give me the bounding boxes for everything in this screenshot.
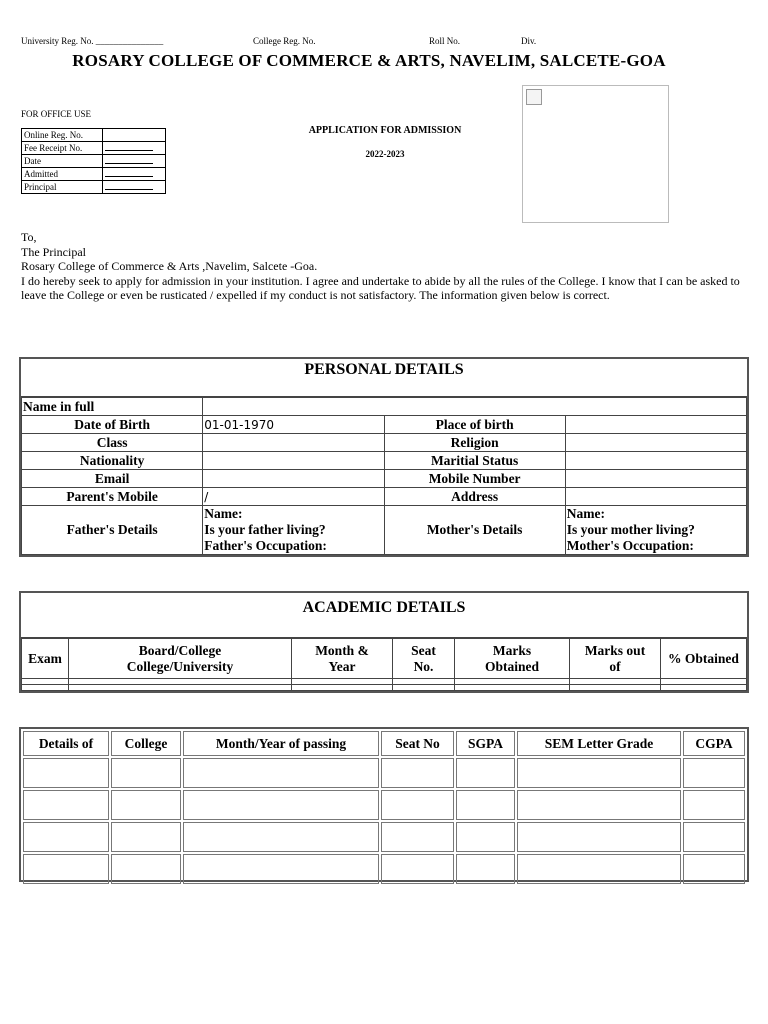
mother-occupation-label: Mother's Occupation:	[566, 538, 694, 553]
sem-cell[interactable]	[183, 822, 379, 852]
col-percent-obtained: % Obtained	[661, 639, 747, 679]
col-seat-line2: No.	[413, 658, 434, 674]
office-row-value	[103, 142, 166, 155]
col-details-of: Details of	[23, 731, 109, 756]
parent-mobile-field[interactable]: /	[203, 488, 384, 506]
semester-results-section	[19, 727, 749, 882]
col-marks-line2: Obtained	[484, 658, 539, 674]
academic-cell[interactable]	[393, 685, 455, 691]
sem-cell[interactable]	[683, 822, 745, 852]
academic-cell[interactable]	[661, 685, 747, 691]
mother-details-field[interactable]	[565, 506, 746, 555]
academic-cell[interactable]	[455, 685, 570, 691]
div-field: Div.	[521, 36, 537, 46]
table-row	[22, 488, 747, 506]
office-row	[22, 142, 166, 155]
table-row	[22, 639, 747, 679]
letter-address: Rosary College of Commerce & Arts ,Navelim, Salcete -Goa.	[21, 259, 318, 273]
sem-cell[interactable]	[183, 790, 379, 820]
father-details-field[interactable]	[203, 506, 384, 555]
table-row	[23, 758, 745, 788]
office-row-value	[103, 155, 166, 168]
application-letter	[21, 230, 745, 303]
col-cgpa: CGPA	[683, 731, 745, 756]
sem-cell[interactable]	[23, 854, 109, 884]
table-row	[22, 398, 747, 416]
col-sgpa: SGPA	[456, 731, 515, 756]
semester-results-table	[21, 729, 747, 886]
place-of-birth-field[interactable]	[565, 416, 746, 434]
sem-cell[interactable]	[683, 790, 745, 820]
class-field[interactable]	[203, 434, 384, 452]
office-row-label: Date	[22, 155, 103, 168]
sem-cell[interactable]	[456, 822, 515, 852]
col-board	[69, 639, 292, 679]
religion-field[interactable]	[565, 434, 746, 452]
academic-cell[interactable]	[22, 685, 69, 691]
personal-details-table	[21, 397, 747, 555]
mother-living-label: Is your mother living?	[566, 522, 695, 537]
office-row	[22, 155, 166, 168]
sem-cell[interactable]	[517, 758, 681, 788]
col-seat-line1: Seat	[411, 642, 436, 658]
table-row	[22, 506, 747, 555]
col-board-line2: College/University	[126, 658, 234, 674]
table-row	[23, 790, 745, 820]
dob-field[interactable]: 01-01-1970	[203, 416, 384, 434]
sem-cell[interactable]	[183, 854, 379, 884]
col-marks-obtained	[455, 639, 570, 679]
sem-cell[interactable]	[456, 854, 515, 884]
college-reg-field: College Reg. No.	[253, 36, 316, 46]
name-label: Name in full	[22, 398, 203, 416]
address-field[interactable]	[565, 488, 746, 506]
academic-cell[interactable]	[292, 685, 393, 691]
col-out-line1: Marks out	[584, 642, 646, 658]
office-row-label: Online Reg. No.	[22, 129, 103, 142]
sem-cell[interactable]	[381, 854, 454, 884]
letter-to: To,	[21, 230, 37, 244]
sem-cell[interactable]	[381, 822, 454, 852]
university-reg-field: University Reg. No. _______________	[21, 36, 164, 46]
table-row	[23, 822, 745, 852]
letter-body: I do hereby seek to apply for admission in your institution. I agree and undertake to abide by all the rules of the College. I know that I can be asked to leave the College or even be rusticated / expelled if my conduct is not satisfactory. The information given below is correct.	[21, 273, 740, 302]
sem-cell[interactable]	[381, 758, 454, 788]
col-marks-out-of	[570, 639, 661, 679]
col-month-year	[292, 639, 393, 679]
sem-cell[interactable]	[111, 758, 181, 788]
table-row	[22, 470, 747, 488]
mother-name-label: Name:	[566, 506, 605, 521]
table-row	[22, 452, 747, 470]
sem-cell[interactable]	[111, 854, 181, 884]
sem-cell[interactable]	[381, 790, 454, 820]
office-row-label: Principal	[22, 181, 103, 194]
col-seat-no: Seat No	[381, 731, 454, 756]
academic-details-section	[19, 591, 749, 693]
sem-cell[interactable]	[517, 854, 681, 884]
sem-cell[interactable]	[111, 790, 181, 820]
sem-cell[interactable]	[517, 822, 681, 852]
academic-year: 2022-2023	[365, 149, 405, 159]
address-label: Address	[384, 488, 565, 506]
office-use-table	[21, 128, 166, 194]
class-label: Class	[22, 434, 203, 452]
dob-label: Date of Birth	[22, 416, 203, 434]
father-occupation-label: Father's Occupation:	[204, 538, 327, 553]
nationality-field[interactable]	[203, 452, 384, 470]
office-row-label: Fee Receipt No.	[22, 142, 103, 155]
marital-status-field[interactable]	[565, 452, 746, 470]
email-label: Email	[22, 470, 203, 488]
office-row-value	[103, 129, 166, 142]
email-field[interactable]	[203, 470, 384, 488]
col-month-line2: Year	[328, 658, 356, 674]
name-field[interactable]	[203, 398, 747, 416]
col-month-year-passing: Month/Year of passing	[183, 731, 379, 756]
table-row	[23, 854, 745, 884]
roll-no-field: Roll No.	[429, 36, 461, 46]
office-use-label: FOR OFFICE USE	[21, 109, 92, 119]
father-name-label: Name:	[204, 506, 243, 521]
place-of-birth-label: Place of birth	[384, 416, 565, 434]
office-row	[22, 168, 166, 181]
application-title: APPLICATION FOR ADMISSION	[308, 125, 462, 136]
college-name: ROSARY COLLEGE OF COMMERCE & ARTS, NAVELIM, SALCETE-GOA	[72, 51, 666, 70]
table-row	[22, 416, 747, 434]
mother-details-label: Mother's Details	[384, 506, 565, 555]
office-row-label: Admitted	[22, 168, 103, 181]
col-board-line1: Board/College	[138, 642, 222, 658]
sem-cell[interactable]	[111, 822, 181, 852]
sem-cell[interactable]	[183, 758, 379, 788]
sem-cell[interactable]	[683, 758, 745, 788]
col-exam: Exam	[22, 639, 69, 679]
father-details-label: Father's Details	[22, 506, 203, 555]
photo-box[interactable]	[522, 85, 669, 223]
father-living-label: Is your father living?	[204, 522, 326, 537]
broken-image-icon	[526, 89, 542, 105]
office-row	[22, 181, 166, 194]
academic-cell[interactable]	[570, 685, 661, 691]
nationality-label: Nationality	[22, 452, 203, 470]
academic-details-table	[21, 638, 747, 691]
table-row	[22, 434, 747, 452]
personal-details-title: PERSONAL DETAILS	[21, 359, 747, 397]
religion-label: Religion	[384, 434, 565, 452]
sem-cell[interactable]	[456, 758, 515, 788]
table-row	[22, 685, 747, 691]
personal-details-section	[19, 357, 749, 557]
sem-cell[interactable]	[23, 822, 109, 852]
sem-cell[interactable]	[456, 790, 515, 820]
office-row	[22, 129, 166, 142]
col-month-line1: Month &	[315, 642, 369, 658]
mobile-number-label: Mobile Number	[384, 470, 565, 488]
office-row-value	[103, 168, 166, 181]
col-seat-no	[393, 639, 455, 679]
parent-mobile-label: Parent's Mobile	[22, 488, 203, 506]
marital-status-label: Maritial Status	[384, 452, 565, 470]
table-row	[23, 731, 745, 756]
sem-cell[interactable]	[23, 790, 109, 820]
academic-details-title: ACADEMIC DETAILS	[21, 593, 747, 638]
sem-cell[interactable]	[683, 854, 745, 884]
col-marks-line1: Marks	[492, 642, 532, 658]
col-college: College	[111, 731, 181, 756]
office-row-value	[103, 181, 166, 194]
academic-cell[interactable]	[69, 685, 292, 691]
mobile-number-field[interactable]	[565, 470, 746, 488]
sem-cell[interactable]	[517, 790, 681, 820]
col-out-line2: of	[609, 658, 621, 674]
letter-recipient: The Principal	[21, 244, 86, 259]
sem-cell[interactable]	[23, 758, 109, 788]
col-sem-letter-grade: SEM Letter Grade	[517, 731, 681, 756]
